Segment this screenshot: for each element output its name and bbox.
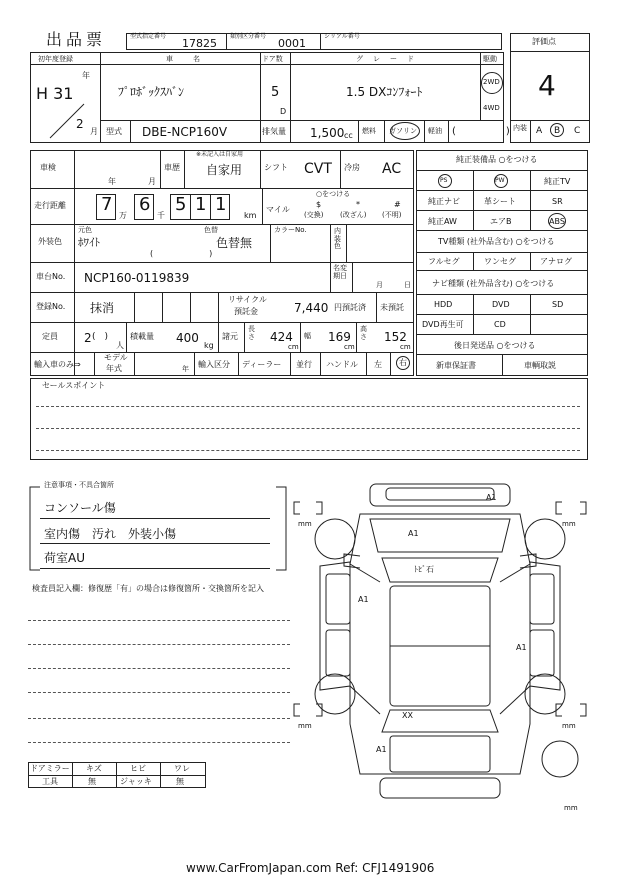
shift-label: シフト [264, 163, 288, 172]
navi-hdd: HDD [434, 300, 453, 309]
equip-ps: PS [440, 177, 448, 184]
mile-label: マイル [266, 205, 290, 214]
person-unit: 人 [116, 341, 124, 350]
inspection-year-unit: 年 [108, 177, 116, 186]
model-year-label-1: モデル [104, 353, 128, 362]
interior-c: C [574, 126, 581, 136]
chassis-label: 車台No. [36, 272, 66, 281]
fuel-light: 軽油 [428, 127, 442, 135]
mark-front-bumper: A1 [486, 493, 497, 502]
navi-cd: CD [494, 320, 506, 329]
mark-rear-bumper: A1 [376, 745, 387, 754]
drive-2wd: 2WD [483, 78, 500, 86]
tv-fullseg: フルセグ [428, 257, 460, 266]
inspection-label: 車検 [40, 163, 56, 172]
later-warranty: 新車保証書 [436, 361, 476, 370]
recycle-label-2: 預託金 [234, 307, 258, 316]
name-change-day: 日 [404, 281, 411, 289]
shift-value: CVT [304, 161, 332, 177]
model-year-unit: 年 [182, 365, 189, 373]
name-change-label: 名変期日 [333, 264, 347, 280]
equip-tv: 純正TV [544, 177, 571, 186]
unknown-symbol: # [394, 200, 401, 209]
interior-a: A [536, 126, 543, 136]
class-no: 0001 [278, 37, 306, 50]
history-label: 車歴 [164, 163, 180, 172]
cc-unit: cc [344, 131, 353, 140]
ac-label: 冷房 [344, 163, 360, 172]
inspection-month-unit: 月 [148, 177, 156, 186]
equip-aw: 純正AW [428, 217, 457, 226]
sales-point-box [30, 378, 588, 460]
first-reg-era: H 31 [36, 84, 74, 103]
equip-leather: 革シート [484, 197, 516, 206]
grade: 1.5 DXｺﾝﾌｫｰﾄ [346, 85, 423, 99]
navi-sd: SD [552, 300, 564, 309]
year-unit: 年 [82, 71, 90, 80]
cm-unit-3: cm [400, 343, 411, 351]
exterior-label: 外装色 [38, 237, 62, 246]
later-manual: 車輌取説 [524, 361, 556, 370]
handle-right: 右 [399, 358, 407, 367]
import-label: 輸入車のみ⇒ [34, 360, 81, 369]
score-value: 4 [538, 69, 556, 102]
color-change: 色替無 [216, 236, 253, 250]
navi-dvd-play: DVD再生可 [422, 320, 464, 329]
equip-navi: 純正ナビ [428, 197, 460, 206]
fuel-label: 燃料 [362, 127, 376, 135]
factory-equip-label: 純正装備品 ○をつける [456, 155, 538, 164]
fuel-other-paren: ( ) [452, 126, 510, 137]
drive-4wd: 4WD [483, 104, 500, 112]
import-dealer: ディーラー [242, 360, 282, 369]
color-no-label: カラーNo. [274, 226, 307, 234]
dims-label: 諸元 [222, 332, 238, 341]
drive-label: 駆動 [483, 55, 497, 63]
history-value: 自家用 [206, 163, 243, 177]
tbl-v-3: ジャッキ [120, 777, 152, 786]
sheet-title: 出品票 [46, 30, 107, 49]
load-label: 積載量 [130, 332, 154, 341]
model-year-label-2: 年式 [106, 364, 122, 373]
import-type-label: 輸入区分 [198, 360, 230, 369]
mileage-label: 走行距離 [34, 201, 66, 210]
tbl-h-4: ワレ [174, 764, 190, 773]
mileage-digit-1: 5 [175, 194, 187, 215]
mileage-sen: 6 [139, 194, 151, 215]
width-label: 幅 [304, 332, 311, 340]
swap-label: (交換) [304, 211, 324, 219]
equip-sr: SR [552, 197, 563, 206]
cm-unit-1: cm [288, 343, 299, 351]
mark-left-door: A1 [358, 595, 369, 604]
tv-type-label: TV種類 (社外品含む) ○をつける [438, 237, 555, 246]
mark-hood: A1 [408, 529, 419, 538]
mileage-digit-2: 1 [195, 194, 207, 215]
equip-abs: ABS [549, 217, 565, 226]
note-line-2: 室内傷 汚れ 外装小傷 [44, 527, 177, 541]
model-type: DBE-NCP160V [142, 125, 228, 139]
displacement-label: 排気量 [262, 127, 286, 136]
capacity-value: 2 [84, 331, 92, 345]
door-count: 5 [271, 85, 280, 100]
sales-point-label: セールスポイント [42, 381, 106, 390]
chassis-value: NCP160-0119839 [84, 271, 190, 285]
score-label: 評価点 [532, 37, 556, 46]
door-type: D [280, 107, 287, 116]
mm-label-rr: mm [562, 722, 576, 730]
tamper-symbol: * [356, 200, 360, 209]
mm-label-fr: mm [562, 520, 576, 528]
color-change-paren: ( ) [150, 249, 213, 258]
recycle-amount: 7,440 [294, 301, 329, 315]
height-label: 高さ [360, 325, 367, 341]
interior-grade-label: 内装 [513, 124, 527, 132]
import-parallel: 並行 [296, 360, 312, 369]
mm-label-spare: mm [564, 804, 578, 812]
doors-label: ドア数 [262, 55, 283, 63]
mileage-man: 7 [101, 194, 113, 215]
tbl-h-1: ドアミラー [30, 764, 70, 773]
serial-label: シリアル番号 [324, 33, 360, 40]
equip-pw: PW [495, 177, 505, 184]
tbl-v-1: 工具 [42, 777, 58, 786]
original-color-label: 元色 [78, 226, 92, 234]
grade-label: グレード [356, 55, 424, 63]
capacity-label: 定員 [42, 332, 58, 341]
handle-left: 左 [374, 360, 382, 369]
circle-note: ○をつける [316, 190, 351, 198]
tv-oneseg: ワンセグ [484, 257, 516, 266]
tbl-v-2: 無 [88, 777, 96, 786]
man-unit: 万 [119, 211, 127, 220]
km-unit: km [244, 211, 257, 220]
class-no-label: 類別区分番号 [230, 33, 267, 40]
mileage-digit-3: 1 [215, 194, 227, 215]
registration-value: 抹消 [90, 301, 115, 315]
recycle-unpaid: 未預託 [380, 303, 404, 312]
recycle-status: 円預託済 [334, 303, 366, 312]
interior-color-label: 内装色 [334, 227, 341, 251]
length-value: 424 [270, 330, 293, 344]
first-reg-month: 2 [76, 117, 84, 131]
month-unit: 月 [90, 127, 98, 136]
original-color: ﾎﾜｲﾄ [78, 236, 100, 249]
ac-value: AC [382, 161, 402, 177]
color-change-label: 色替 [204, 226, 218, 234]
name-change-month: 月 [376, 281, 383, 289]
kg-unit: kg [204, 341, 214, 350]
fuel-gasoline: ガソリン [389, 127, 417, 135]
navi-dvd: DVD [492, 300, 510, 309]
tbl-h-2: キズ [86, 764, 102, 773]
width-value: 169 [328, 330, 351, 344]
note-line-3: 荷室AU [44, 551, 85, 565]
tamper-label: (改ざん) [340, 211, 367, 219]
height-value: 152 [384, 330, 407, 344]
handle-label: ハンドル [326, 360, 358, 369]
equip-airbag: エアB [490, 217, 512, 226]
capacity-paren: ( ) [92, 332, 109, 342]
car-name: ﾌﾟﾛﾎﾞｯｸｽﾊﾞﾝ [118, 85, 185, 99]
sen-unit: 千 [157, 211, 165, 220]
mark-windshield: ﾄﾋﾞ石 [414, 565, 434, 574]
unknown-label: (不明) [382, 211, 402, 219]
navi-type-label: ナビ種類 (社外品含む) ○をつける [432, 279, 555, 288]
interior-b: B [554, 126, 561, 136]
displacement: 1,500 [310, 126, 345, 140]
mark-right-door: A1 [516, 643, 527, 652]
tbl-h-3: ヒビ [130, 764, 146, 773]
car-damage-diagram [290, 474, 590, 814]
footer-watermark: www.CarFromJapan.com Ref: CFJ1491906 [186, 861, 435, 875]
registration-label: 登録No. [36, 302, 66, 311]
mark-rear-window: XX [402, 711, 413, 720]
model-type-label: 型式 [106, 127, 122, 136]
tbl-v-4: 無 [176, 777, 184, 786]
notes-label: 注意事項・不具合箇所 [44, 481, 114, 489]
load-value: 400 [176, 331, 199, 345]
recycle-label-1: リサイクル [228, 295, 267, 304]
mm-label-rl: mm [298, 722, 312, 730]
car-name-label: 車名 [166, 55, 220, 63]
cm-unit-2: cm [344, 343, 355, 351]
later-items-label: 後日発送品 ○をつける [454, 341, 536, 350]
history-note: ※未記入は自家用 [196, 151, 244, 158]
model-no-label: 型式指定番号 [130, 33, 167, 40]
length-label: 長さ [248, 325, 255, 341]
first-reg-label: 初年度登録 [38, 55, 73, 63]
mm-label-fl: mm [298, 520, 312, 528]
model-no: 17825 [182, 37, 217, 50]
inspector-label: 検査員記入欄：修復歴「有」の場合は修復箇所・交換箇所を記入 [32, 584, 264, 593]
swap-symbol: $ [316, 200, 322, 209]
tv-analog: アナログ [540, 257, 572, 266]
note-line-1: コンソール傷 [44, 501, 116, 515]
